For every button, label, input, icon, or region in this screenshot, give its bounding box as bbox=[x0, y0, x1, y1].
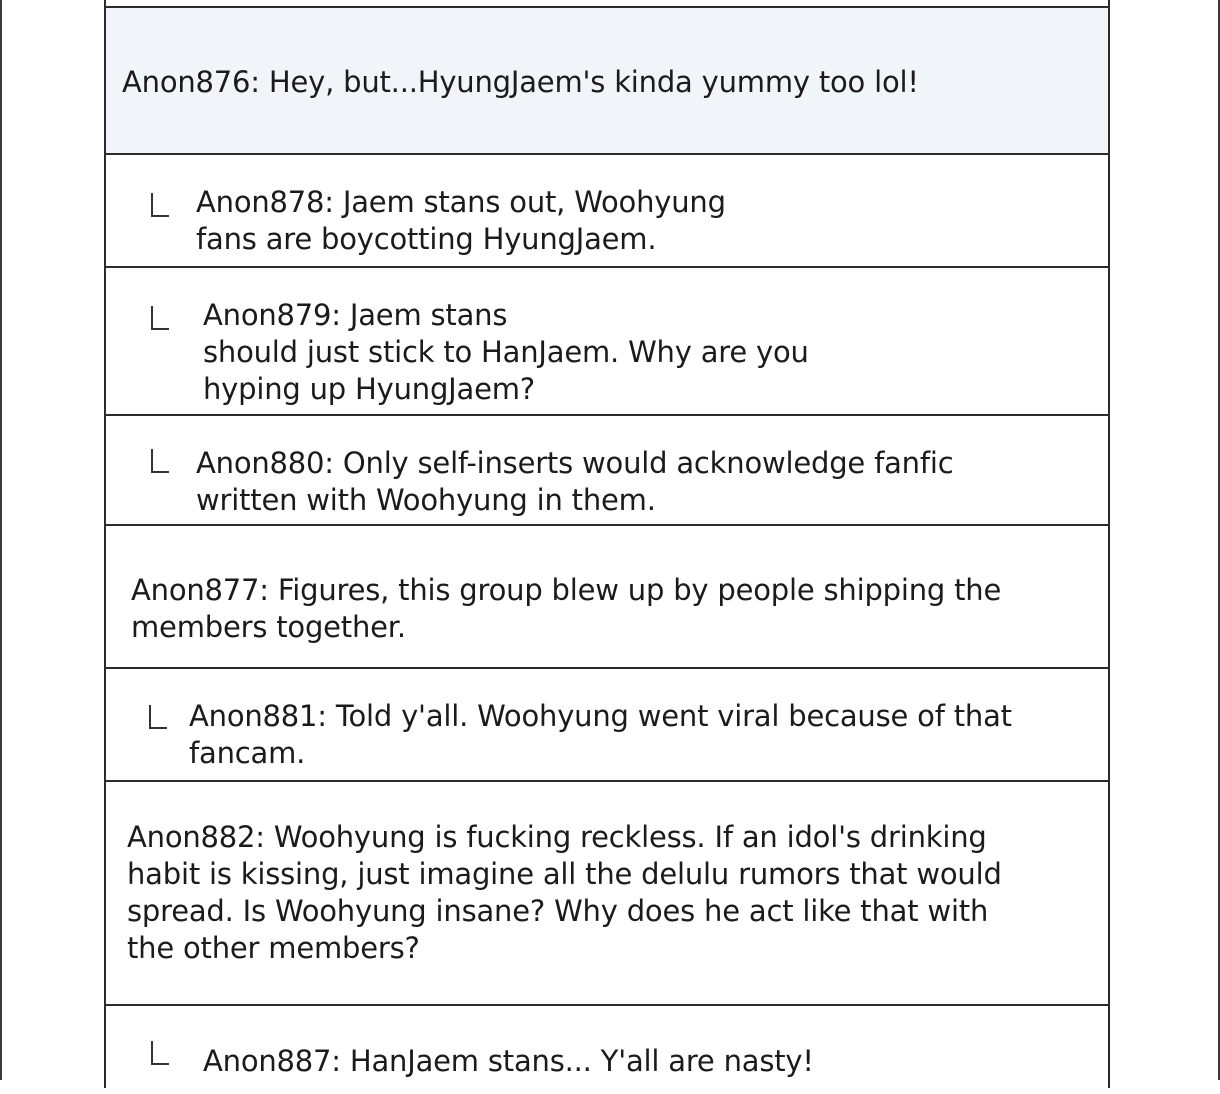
comment-line: Anon877: Figures, this group blew up by people shipping the bbox=[131, 573, 1002, 607]
reply-arrow-icon bbox=[151, 1041, 169, 1065]
comment-line: Anon876: Hey, but...HyungJaem's kinda yummy too lol! bbox=[122, 65, 919, 99]
comment-line: the other members? bbox=[127, 931, 420, 965]
reply-arrow-icon bbox=[151, 449, 169, 473]
comment-text bbox=[127, 819, 1002, 967]
reply-text bbox=[196, 445, 953, 519]
reply-row bbox=[106, 667, 1108, 781]
reply-line: fans are boycotting HyungJaem. bbox=[196, 222, 657, 256]
reply-line: Anon878: Jaem stans out, Woohyung bbox=[196, 185, 726, 219]
comment-text bbox=[122, 64, 919, 101]
reply-line: fancam. bbox=[189, 736, 306, 770]
comment-row bbox=[106, 6, 1108, 154]
reply-line: Anon887: HanJaem stans... Y'all are nasty! bbox=[203, 1044, 814, 1078]
comment-text bbox=[131, 572, 1001, 646]
comment-row bbox=[106, 524, 1108, 668]
reply-line: Anon880: Only self-inserts would acknowledge fanfic bbox=[196, 446, 954, 480]
reply-arrow-icon bbox=[151, 306, 169, 330]
reply-row bbox=[106, 414, 1108, 525]
reply-line: should just stick to HanJaem. Why are you bbox=[203, 335, 809, 369]
comment-thread bbox=[104, 0, 1110, 1088]
reply-line: Anon879: Jaem stans bbox=[203, 298, 508, 332]
reply-line: Anon881: Told y'all. Woohyung went viral because of that bbox=[189, 699, 1012, 733]
comment-row bbox=[106, 780, 1108, 1005]
reply-row bbox=[106, 266, 1108, 415]
reply-line: hyping up HyungJaem? bbox=[203, 372, 535, 406]
reply-arrow-icon bbox=[151, 193, 169, 217]
reply-text bbox=[203, 1043, 814, 1080]
reply-text bbox=[203, 297, 809, 408]
reply-arrow-icon bbox=[149, 705, 167, 729]
reply-text bbox=[196, 184, 726, 258]
comment-line: habit is kissing, just imagine all the delulu rumors that would bbox=[127, 857, 1002, 891]
comment-line: members together. bbox=[131, 610, 406, 644]
comment-line: spread. Is Woohyung insane? Why does he act like that with bbox=[127, 894, 989, 928]
comment-line: Anon882: Woohyung is fucking reckless. If an idol's drinking bbox=[127, 820, 987, 854]
reply-row bbox=[106, 1004, 1108, 1094]
reply-line: written with Woohyung in them. bbox=[196, 483, 656, 517]
reply-row bbox=[106, 153, 1108, 267]
reply-text bbox=[189, 698, 1012, 772]
